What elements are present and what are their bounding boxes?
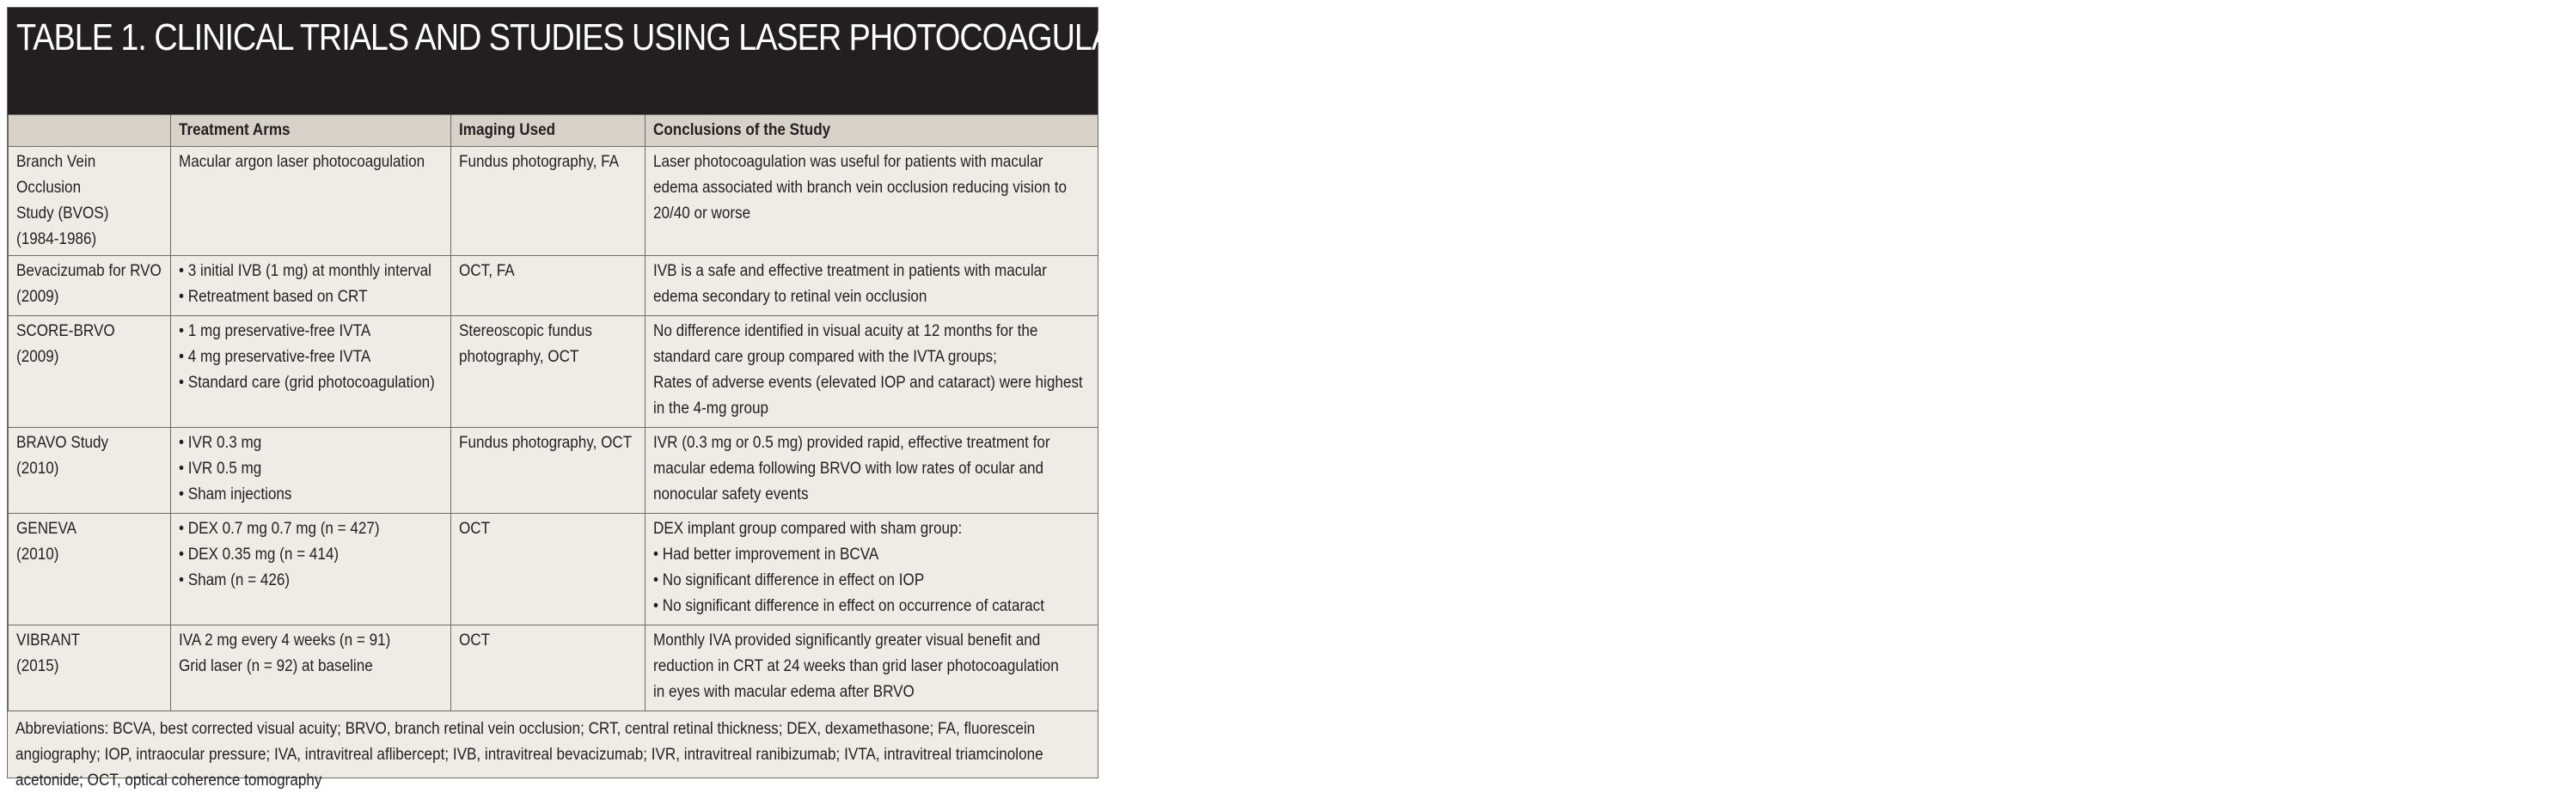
cell-line: • 1 mg preservative-free IVTA (179, 322, 371, 340)
cell-line: Stereoscopic fundus (459, 322, 592, 340)
header-study (9, 115, 171, 147)
table-row (9, 147, 1098, 256)
cell-imaging-lines (459, 628, 637, 654)
cell-conclusion-lines (653, 259, 1089, 310)
table-title-text: TABLE 1. CLINICAL TRIALS AND STUDIES USING LASER PHOTOCOAGULATION, ANTI-VEGF AGENTS, OR STEROIDS IN THE MANAGEMENT OF BRVO (16, 16, 2218, 58)
abbreviations-text: Abbreviations: BCVA, best corrected visual acuity; BRVO, branch retinal vein occlusion; CRT, central retinal thickness; DEX, dexamethasone; FA, fluorescein angiography; IOP, intraocular pressure; IVA, intravitreal aflibercept; IVB, intravitreal bevacizumab; IVR, intravitreal ranibizumab; IVTA, intravitreal triamcinolone acetonide; OCT, optical coherence tomography (15, 720, 1043, 790)
cell-arms-lines (179, 430, 443, 508)
cell-line: edema secondary to retinal vein occlusion (653, 288, 927, 306)
cell-line: • IVR 0.3 mg (179, 434, 262, 452)
cell-line: 20/40 or worse (653, 204, 751, 223)
cell-imaging (451, 625, 646, 711)
cell-line: IVA 2 mg every 4 weeks (n = 91) (179, 631, 391, 650)
cell-line: IVB is a safe and effective treatment in patients with macular (653, 262, 1047, 280)
table-row (9, 625, 1098, 711)
header-conclusions-text: Conclusions of the Study (653, 121, 831, 139)
cell-conclusion-lines (653, 430, 1089, 508)
cell-study-lines (16, 149, 162, 253)
cell-conclusion (646, 316, 1098, 428)
cell-line: Laser photocoagulation was useful for patients with macular (653, 153, 1043, 171)
cell-line: (2015) (16, 657, 59, 675)
cell-line: BRAVO Study (16, 434, 109, 452)
cell-imaging (451, 514, 646, 625)
cell-study (9, 428, 171, 514)
cell-study-lines (16, 430, 162, 482)
cell-line: photography, OCT (459, 348, 579, 366)
cell-line: (2010) (16, 546, 59, 564)
cell-line: Study (BVOS) (16, 204, 109, 223)
cell-line: Branch Vein Occlusion (16, 153, 96, 197)
cell-study-lines (16, 516, 162, 568)
cell-line: • Retreatment based on CRT (179, 288, 368, 306)
cell-line: edema associated with branch vein occlusion reducing vision to (653, 179, 1067, 197)
cell-imaging-lines (459, 149, 637, 175)
cell-line: • No significant difference in effect on occurrence of cataract (653, 597, 1044, 615)
cell-arms (171, 256, 451, 316)
cell-conclusion-lines (653, 516, 1089, 619)
cell-conclusion (646, 625, 1098, 711)
cell-line: (2010) (16, 460, 59, 478)
table-title (8, 8, 2218, 114)
cell-line: • Standard care (grid photocoagulation) (179, 374, 435, 392)
cell-imaging-lines (459, 430, 637, 456)
cell-line: VIBRANT (16, 631, 81, 650)
cell-line: No difference identified in visual acuity at 12 months for the (653, 322, 1038, 340)
cell-imaging (451, 316, 646, 428)
cell-line: (2009) (16, 348, 59, 366)
header-treatment-arms (171, 115, 451, 147)
cell-study-lines (16, 319, 162, 370)
cell-arms (171, 316, 451, 428)
cell-study (9, 147, 171, 256)
cell-line: • Had better improvement in BCVA (653, 546, 879, 564)
cell-study (9, 256, 171, 316)
cell-arms (171, 514, 451, 625)
cell-line: OCT, FA (459, 262, 515, 280)
cell-conclusion-lines (653, 319, 1089, 422)
table-row (9, 316, 1098, 428)
cell-imaging-lines (459, 259, 637, 284)
cell-arms-lines (179, 149, 443, 175)
cell-line: SCORE-BRVO (16, 322, 115, 340)
cell-line: DEX implant group compared with sham group: (653, 520, 963, 538)
trials-table (8, 114, 1098, 711)
abbreviations-footnote (8, 711, 1098, 799)
cell-conclusion (646, 428, 1098, 514)
cell-arms-lines (179, 628, 443, 680)
cell-study (9, 625, 171, 711)
cell-line: standard care group compared with the IVTA groups; (653, 348, 997, 366)
cell-line: • DEX 0.35 mg (n = 414) (179, 546, 340, 564)
cell-arms (171, 147, 451, 256)
cell-line: • No significant difference in effect on IOP (653, 571, 925, 589)
cell-line: Fundus photography, OCT (459, 434, 633, 452)
cell-line: • 4 mg preservative-free IVTA (179, 348, 371, 366)
cell-line: Rates of adverse events (elevated IOP and cataract) were highest (653, 374, 1083, 392)
cell-line: OCT (459, 631, 491, 650)
cell-line: • DEX 0.7 mg 0.7 mg (n = 427) (179, 520, 380, 538)
cell-imaging (451, 428, 646, 514)
header-imaging-used (451, 115, 646, 147)
table-row (9, 428, 1098, 514)
cell-study-lines (16, 628, 162, 680)
header-conclusions (646, 115, 1098, 147)
header-treatment-arms-text: Treatment Arms (179, 121, 291, 139)
cell-line: reduction in CRT at 24 weeks than grid laser photocoagulation (653, 657, 1059, 675)
cell-study-lines (16, 259, 162, 310)
cell-study (9, 514, 171, 625)
cell-line: in the 4-mg group (653, 400, 769, 418)
cell-imaging-lines (459, 516, 637, 542)
cell-line: nonocular safety events (653, 485, 809, 503)
cell-study (9, 316, 171, 428)
cell-line: Grid laser (n = 92) at baseline (179, 657, 373, 675)
cell-line: Bevacizumab for RVO (16, 262, 162, 280)
cell-line: (1984-1986) (16, 230, 97, 248)
cell-line: in eyes with macular edema after BRVO (653, 683, 915, 701)
cell-conclusion (646, 514, 1098, 625)
table-body (9, 147, 1098, 711)
cell-line: • IVR 0.5 mg (179, 460, 262, 478)
cell-line: OCT (459, 520, 491, 538)
table-row (9, 256, 1098, 316)
cell-arms-lines (179, 516, 443, 594)
header-imaging-used-text: Imaging Used (459, 121, 556, 139)
cell-conclusion-lines (653, 628, 1089, 705)
cell-imaging (451, 147, 646, 256)
cell-conclusion-lines (653, 149, 1089, 227)
cell-line: IVR (0.3 mg or 0.5 mg) provided rapid, effective treatment for (653, 434, 1050, 452)
cell-arms-lines (179, 259, 443, 310)
cell-conclusion (646, 147, 1098, 256)
cell-line: Fundus photography, FA (459, 153, 620, 171)
header-row (9, 115, 1098, 147)
cell-line: macular edema following BRVO with low rates of ocular and (653, 460, 1044, 478)
cell-line: Monthly IVA provided significantly greater visual benefit and (653, 631, 1041, 650)
cell-line: Macular argon laser photocoagulation (179, 153, 425, 171)
cell-imaging-lines (459, 319, 637, 370)
cell-imaging (451, 256, 646, 316)
cell-line: • Sham (n = 426) (179, 571, 291, 589)
cell-arms-lines (179, 319, 443, 396)
table-row (9, 514, 1098, 625)
cell-arms (171, 428, 451, 514)
cell-line: (2009) (16, 288, 59, 306)
cell-line: GENEVA (16, 520, 77, 538)
cell-arms (171, 625, 451, 711)
cell-line: • 3 initial IVB (1 mg) at monthly interval (179, 262, 431, 280)
table-figure (7, 7, 2218, 790)
cell-line: • Sham injections (179, 485, 292, 503)
cell-conclusion (646, 256, 1098, 316)
